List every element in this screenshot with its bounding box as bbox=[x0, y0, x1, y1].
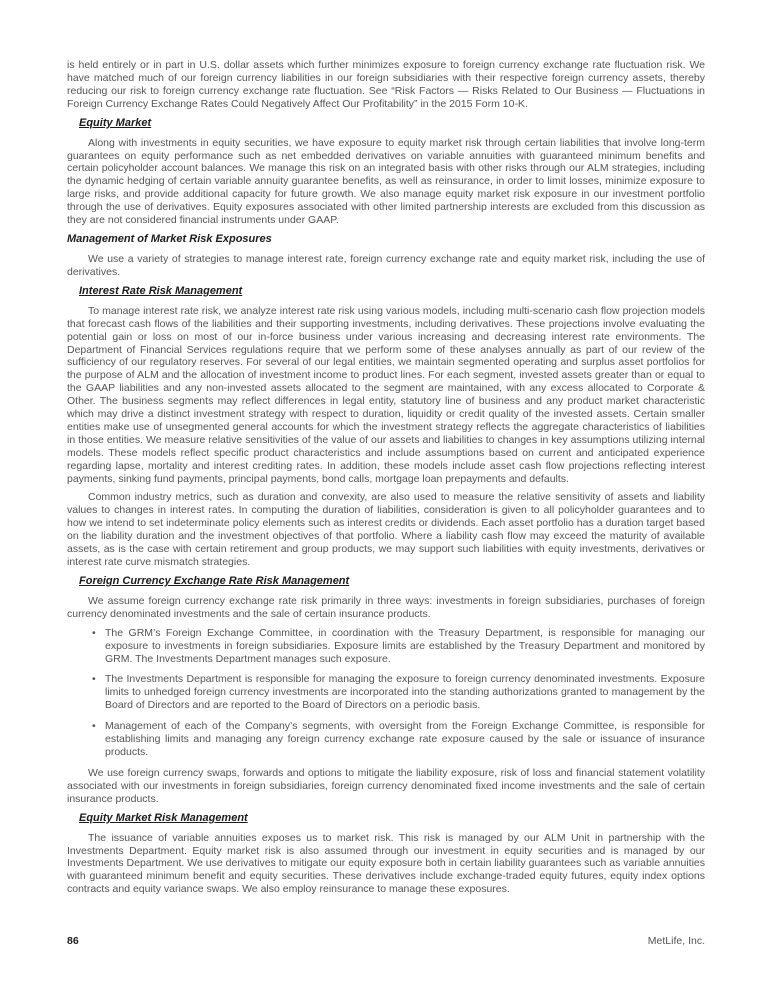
list-item bbox=[79, 720, 705, 759]
section-heading-foreign-currency-risk-management bbox=[79, 575, 705, 588]
bullet-icon: • bbox=[92, 626, 96, 639]
page-footer bbox=[67, 935, 705, 947]
bullet-icon: • bbox=[92, 673, 96, 686]
equity-market-risk-paragraph: The issuance of variable annuities exposes us to market risk. This risk is managed by our ALM Unit in partnership with the Investments Department. Equity market risk is also assumed through our investment in equity securities and is managed by our Investments Department. We use derivatives to mitigate our equity exposure both in certain liability guarantees such as variable annuities with guaranteed minimum benefit and equity securities. These derivatives include exchange-traded equity futures, equity index options contracts and equity variance swaps. We also employ reinsurance to manage these exposures. bbox=[67, 831, 705, 896]
section-heading-management-of-market-risk-exposures: Management of Market Risk Exposures bbox=[67, 232, 272, 245]
section-heading-equity-market bbox=[79, 117, 705, 130]
equity-market-paragraph: Along with investments in equity securities, we have exposure to equity market risk through certain liabilities that involve long-term guarantees on equity performance such as net embedded derivatives on variable annuities with guaranteed minimum benefits and certain policyholder account balances. We manage this risk on an integrated basis with other risks through our ALM strategies, including the dynamic hedging of certain variable annuity guarantee benefits, as well as reinsurance, in order to limit losses, minimize exposure to large risks, and provide additional capacity for future growth. We also manage equity market risk exposure in our investment portfolio through the use of derivatives. Equity exposures associated with other limited partnership interests are excluded from this discussion as they are not considered financial instruments under GAAP. bbox=[67, 136, 705, 227]
section-heading-interest-rate-risk-management bbox=[79, 285, 705, 298]
bullet-text-segment-management: Management of each of the Company’s segments, with oversight from the Foreign Exchange Committee, is responsible for establishing limits and managing any foreign currency exchange rate exposure caused by the sale or issuance of insurance products. bbox=[105, 720, 705, 758]
list-item bbox=[79, 627, 705, 666]
section-heading-equity-market-label: Equity Market bbox=[79, 116, 152, 129]
foreign-currency-bullet-list bbox=[79, 627, 705, 759]
market-risk-exposures-paragraph: We use a variety of strategies to manage interest rate, foreign currency exchange rate and equity market risk, including the use of derivatives. bbox=[67, 252, 705, 278]
interest-rate-paragraph-1: To manage interest rate risk, we analyze interest rate risk using various models, including multi-scenario cash flow projection models that forecast cash flows of the liabilities and their supporting investments, including derivatives. These projections involve evaluating the potential gain or loss on most of our in-force business under various increasing and decreasing interest rate environments. The Department of Financial Services regulations require that we perform some of these analyses annually as part of our review of the sufficiency of our regulatory reserves. For several of our legal entities, we maintain segmented operating and surplus asset portfolios for the purpose of ALM and the allocation of investment income to product lines. For each segment, invested assets greater than or equal to the GAAP liabilities and any non-invested assets allocated to the segment are maintained, with any excess allocated to Corporate & Other. The business segments may reflect differences in legal entity, statutory line of business and any product market characteristic which may drive a distinct investment strategy with respect to duration, liquidity or credit quality of the invested assets. Certain smaller entities make use of unsegmented general accounts for which the investment strategy reflects the aggregate characteristics of liabilities in those entities. We measure relative sensitivities of the value of our assets and liabilities to changes in key assumptions utilizing internal models. These models reflect specific product characteristics and include assumptions based on current and anticipated experience regarding lapse, mortality and interest crediting rates. In addition, these models include asset cash flow projections reflecting interest payments, sinking fund payments, principal payments, bond calls, mortgage loan prepayments and defaults. bbox=[67, 304, 705, 485]
bullet-text-investments-department: The Investments Department is responsible for managing the exposure to foreign currency denominated investments. Exposure limits to unhedged foreign currency investments are incorporated into the standing authorizations granted to management by the Board of Directors and are reported to the Board of Directors on a periodic basis. bbox=[105, 673, 705, 712]
company-name: MetLife, Inc. bbox=[647, 935, 705, 947]
intro-paragraph: is held entirely or in part in U.S. dollar assets which further minimizes exposure to foreign currency exchange rate fluctuation risk. We have matched much of our foreign currency liabilities in our foreign subsidiaries with their respective foreign currency assets, thereby reducing our risk to foreign currency exchange rate fluctuation. See “Risk Factors — Risks Related to Our Business — Fluctuations in Foreign Currency Exchange Rates Could Negatively Affect Our Profitability” in the 2015 Form 10-K. bbox=[67, 59, 705, 110]
foreign-currency-intro-paragraph: We assume foreign currency exchange rate risk primarily in three ways: investments in foreign subsidiaries, purchases of foreign currency denominated investments and the sale of certain insurance products. bbox=[67, 594, 705, 620]
section-heading-interest-rate-risk-management-label: Interest Rate Risk Management bbox=[79, 284, 243, 297]
section-heading-foreign-currency-risk-management-label: Foreign Currency Exchange Rate Risk Management bbox=[79, 574, 350, 587]
bullet-text-grm-foreign-exchange-committee: The GRM’s Foreign Exchange Committee, in coordination with the Treasury Department, is responsible for managing our exposure to investments in foreign subsidiaries. Exposure limits are established by the Treasury Department and monitored by GRM. The Investments Department manages such exposure. bbox=[105, 626, 705, 665]
section-heading-equity-market-risk-management bbox=[79, 812, 705, 825]
foreign-currency-closing-paragraph: We use foreign currency swaps, forwards and options to mitigate the liability exposure, risk of loss and financial statement volatility associated with our investments in foreign subsidiaries, foreign currency denominated fixed income investments and the sale of certain insurance products. bbox=[67, 766, 705, 805]
section-heading-equity-market-risk-management-label: Equity Market Risk Management bbox=[79, 811, 248, 824]
list-item bbox=[79, 673, 705, 712]
bullet-icon: • bbox=[92, 720, 96, 733]
interest-rate-paragraph-2: Common industry metrics, such as duration and convexity, are also used to measure the relative sensitivity of assets and liability values to changes in interest rates. In computing the duration of liabilities, consideration is given to all policyholder guarantees and to how we intend to set indeterminate policy elements such as interest credits or dividends. Each asset portfolio has a duration target based on the liability duration and the investment objectives of that portfolio. Where a liability cash flow may exceed the maturity of available assets, as is the case with certain retirement and group products, we may support such liabilities with equity investments, derivatives or interest rate curve mismatch strategies. bbox=[67, 491, 705, 568]
page-number: 86 bbox=[67, 935, 79, 947]
